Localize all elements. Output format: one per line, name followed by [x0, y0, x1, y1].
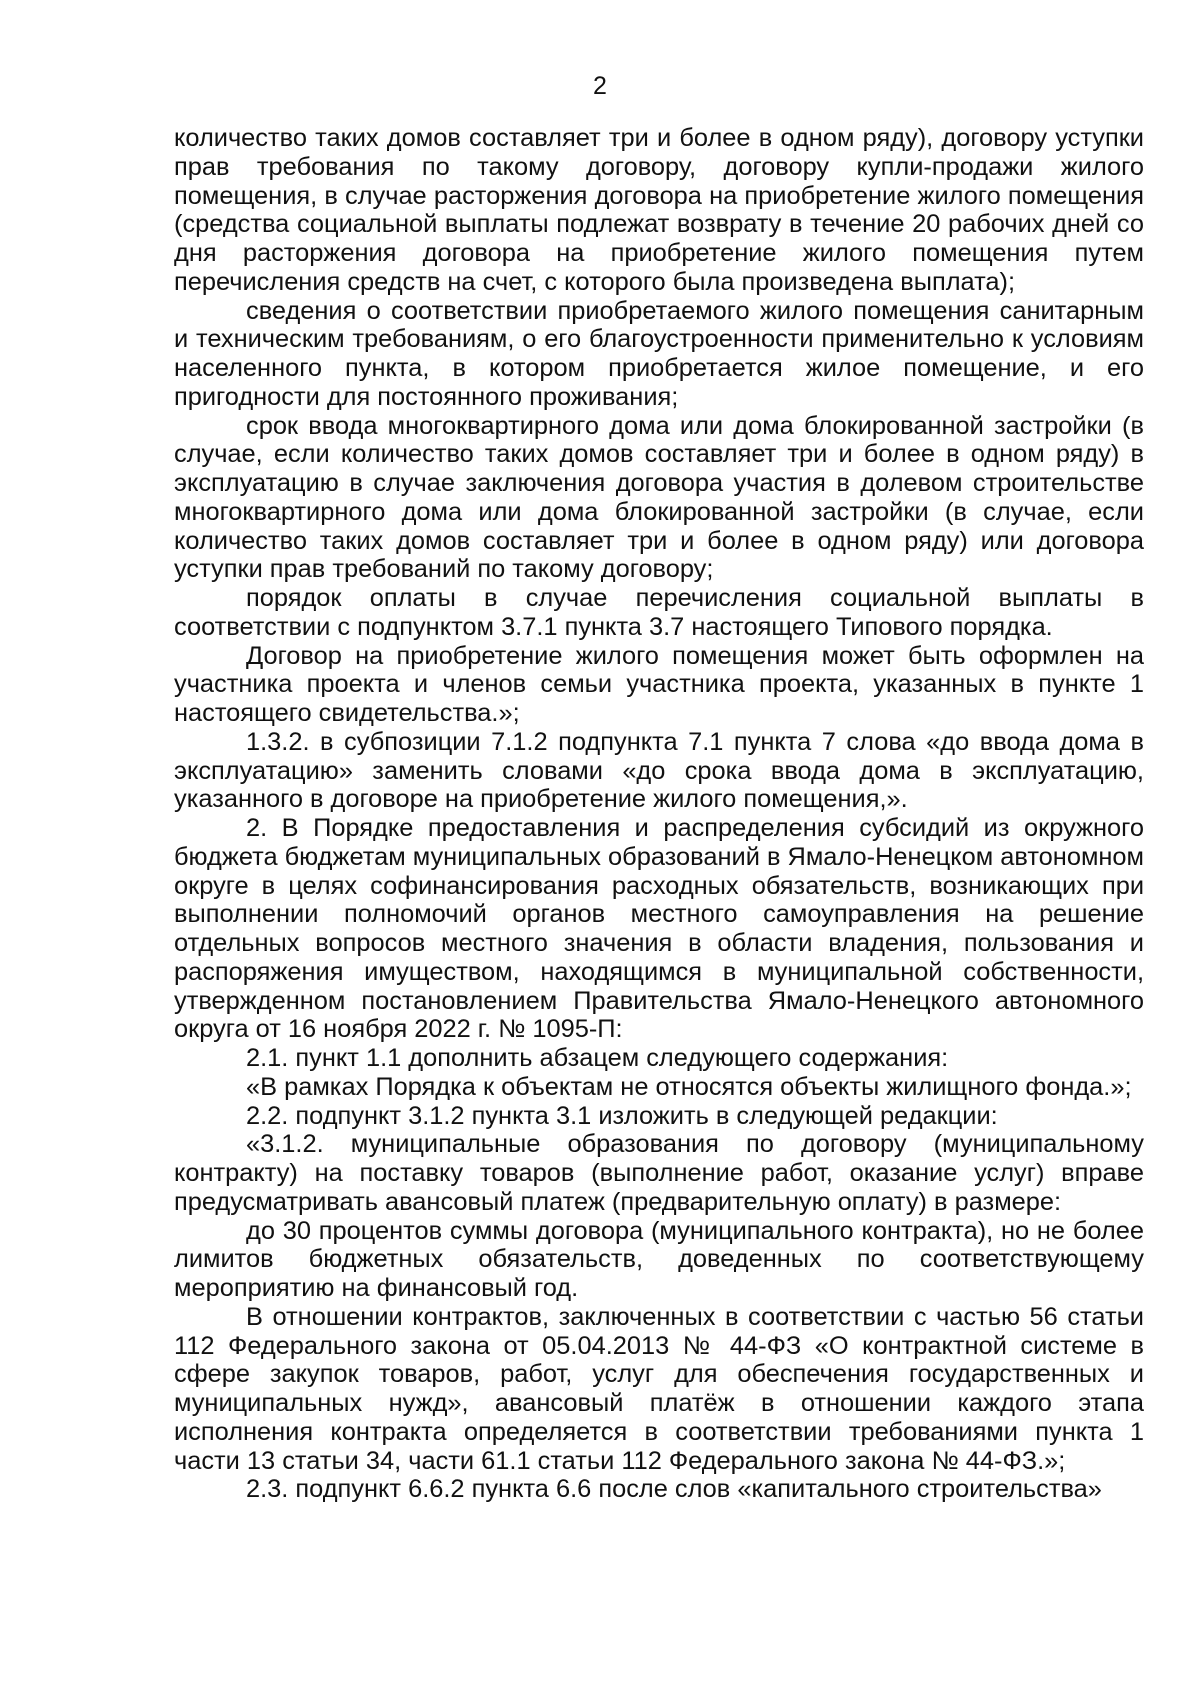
paragraph: порядок оплаты в случае перечисления социальной выплаты в соответствии с подпунктом 3.7.1 пункта 3.7 настоящего Типового порядка.: [174, 584, 1144, 641]
paragraph: Договор на приобретение жилого помещения может быть оформлен на участника проекта и членов семьи участника проекта, указанных в пункте 1 настоящего свидетельства.»;: [174, 641, 1144, 727]
document-body: [174, 124, 1144, 1504]
paragraph: до 30 процентов суммы договора (муниципального контракта), но не более лимитов бюджетных обязательств, доведенных по соответствующему мероприятию на финансовый год.: [174, 1216, 1144, 1302]
paragraph: 2.2. подпункт 3.1.2 пункта 3.1 изложить в следующей редакции:: [246, 1101, 998, 1130]
paragraph: 2.3. подпункт 6.6.2 пункта 6.6 после слов «капитального строительства»: [246, 1475, 1102, 1504]
paragraph: 2.1. пункт 1.1 дополнить абзацем следующего содержания:: [246, 1044, 949, 1072]
paragraph: сведения о соответствии приобретаемого жилого помещения санитарным и техническим требованиям, о его благоустроенности применительно к условиям населенного пункта, в котором приобретается жилое помещение, и его пригодности для постоянного проживания;: [174, 296, 1144, 411]
paragraph: 2. В Порядке предоставления и распределения субсидий из окружного бюджета бюджетам муниципальных образований в Ямало-Ненецком автономном округе в целях софинансирования расходных обязательств, возникающих при выполнении полномочий органов местного самоуправления на решение отдельных вопросов местного значения в области владения, пользования и распоряжения имуществом, находящимся в муниципальной собственности, утвержденном постановлением Правительства Ямало-Ненецкого автономного округа от 16 ноября 2022 г. № 1095-П:: [174, 814, 1144, 1044]
paragraph: срок ввода многоквартирного дома или дома блокированной застройки (в случае, если количество таких домов составляет три и более в одном ряду) в эксплуатацию в случае заключения договора участия в долевом строительстве многоквартирного дома или дома блокированной застройки (в случае, если количество таких домов составляет три и более в одном ряду) или договора уступки прав требований по такому договору;: [174, 411, 1144, 584]
paragraph: В отношении контрактов, заключенных в соответствии с частью 56 статьи 112 Федерального закона от 05.04.2013 № 44-ФЗ «О контрактной системе в сфере закупок товаров, работ, услуг для обеспечения государственных и муниципальных нужд», авансовый платёж в отношении каждого этапа исполнения контракта определяется в соответствии требованиями пункта 1 части 13 статьи 34, части 61.1 статьи 112 Федерального закона № 44-ФЗ.»;: [174, 1302, 1144, 1475]
paragraph: количество таких домов составляет три и более в одном ряду), договору уступки прав требования по такому договору, договору купли-продажи жилого помещения, в случае расторжения договора на приобретение жилого помещения (средства социальной выплаты подлежат возврату в течение 20 рабочих дней со дня расторжения договора на приобретение жилого помещения путем перечисления средств на счет, с которого была произведена выплата);: [174, 124, 1144, 296]
paragraph: 1.3.2. в субпозиции 7.1.2 подпункта 7.1 пункта 7 слова «до ввода дома в эксплуатацию» заменить словами «до срока ввода дома в эксплуатацию, указанного в договоре на приобретение жилого помещения,».: [174, 727, 1144, 814]
paragraph: «В рамках Порядка к объектам не относятся объекты жилищного фонда.»;: [246, 1072, 1132, 1101]
paragraph: «3.1.2. муниципальные образования по договору (муниципальному контракту) на поставку товаров (выполнение работ, оказание услуг) вправе предусматривать авансовый платеж (предварительную оплату) в размере:: [174, 1130, 1144, 1216]
page-number: 2: [593, 72, 607, 100]
